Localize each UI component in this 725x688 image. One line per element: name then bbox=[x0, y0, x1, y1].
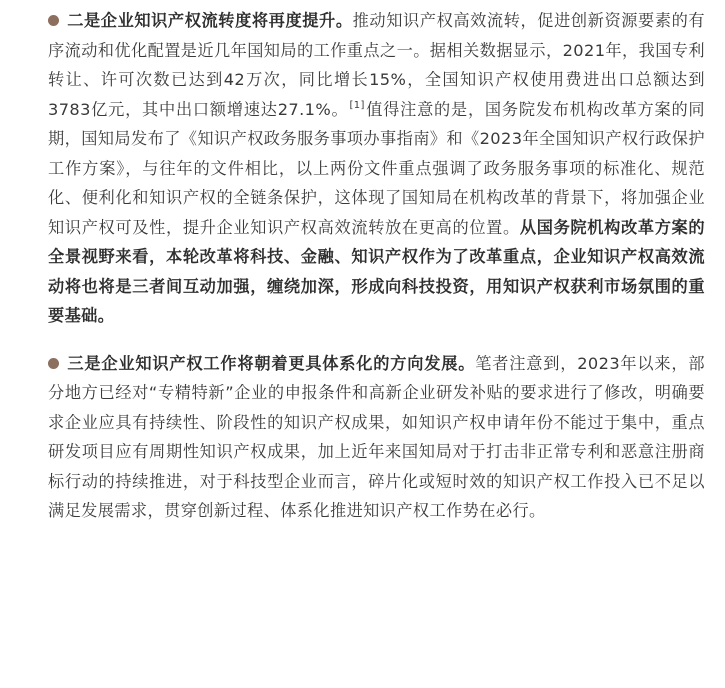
bullet-dot-icon bbox=[48, 15, 59, 26]
paragraph-text: 推动知识产权高效流转，促进创新资源要素的有序流动和优化配置是近几年国知局的工作重点之一。据相关数据显示，2021年，我国专利转让、许可次数已达到42万次，同比增长15%，全国知识产权使用费进出口总额达到3783亿元，其中出口额增速达27.1%。 bbox=[48, 11, 705, 119]
paragraph-text: 笔者注意到，2023年以来，部分地方已经对“专精特新”企业的申报条件和高新企业研发补贴的要求进行了修改，明确要求企业应具有持续性、阶段性的知识产权成果，如知识产权申请年份不能过于集中，重点研发项目应有周期性知识产权成果，加上近年来国知局对于打击非正常专利和恶意注册商标行动的持续推进，对于科技型企业而言，碎片化或短时效的知识产权工作投入已不足以满足发展需求，贯穿创新过程、体系化推进知识产权工作势在必行。 bbox=[48, 353, 705, 520]
paragraph-closing-emphasis: 从国务院机构改革方案的全景视野来看，本轮改革将科技、金融、知识产权作为了改革重点，企业知识产权高效流动将也将是三者间互动加强，缠绕加深，形成向科技投资，用知识产权获利市场氛围的重要基础。 bbox=[48, 217, 705, 325]
footnote-reference[interactable]: [1] bbox=[349, 99, 365, 111]
paragraph-ip-systematization bbox=[48, 349, 705, 526]
bullet-dot-icon bbox=[48, 358, 59, 369]
paragraph-ip-circulation bbox=[48, 6, 705, 331]
paragraph-heading: 二是企业知识产权流转度将再度提升。 bbox=[67, 11, 353, 30]
paragraph-text: 值得注意的是，国务院发布机构改革方案的同期，国知局发布了《知识产权政务服务事项办事指南》和《2023年全国知识产权行政保护工作方案》，与往年的文件相比，以上两份文件重点强调了政务服务事项的标准化、规范化、便利化和知识产权的全链条保护，这体现了国知局在机构改革的背景下，将加强企业知识产权可及性，提升企业知识产权高效流转放在更高的位置。 bbox=[48, 99, 706, 237]
paragraph-heading: 三是企业知识产权工作将朝着更具体系化的方向发展。 bbox=[67, 353, 476, 373]
